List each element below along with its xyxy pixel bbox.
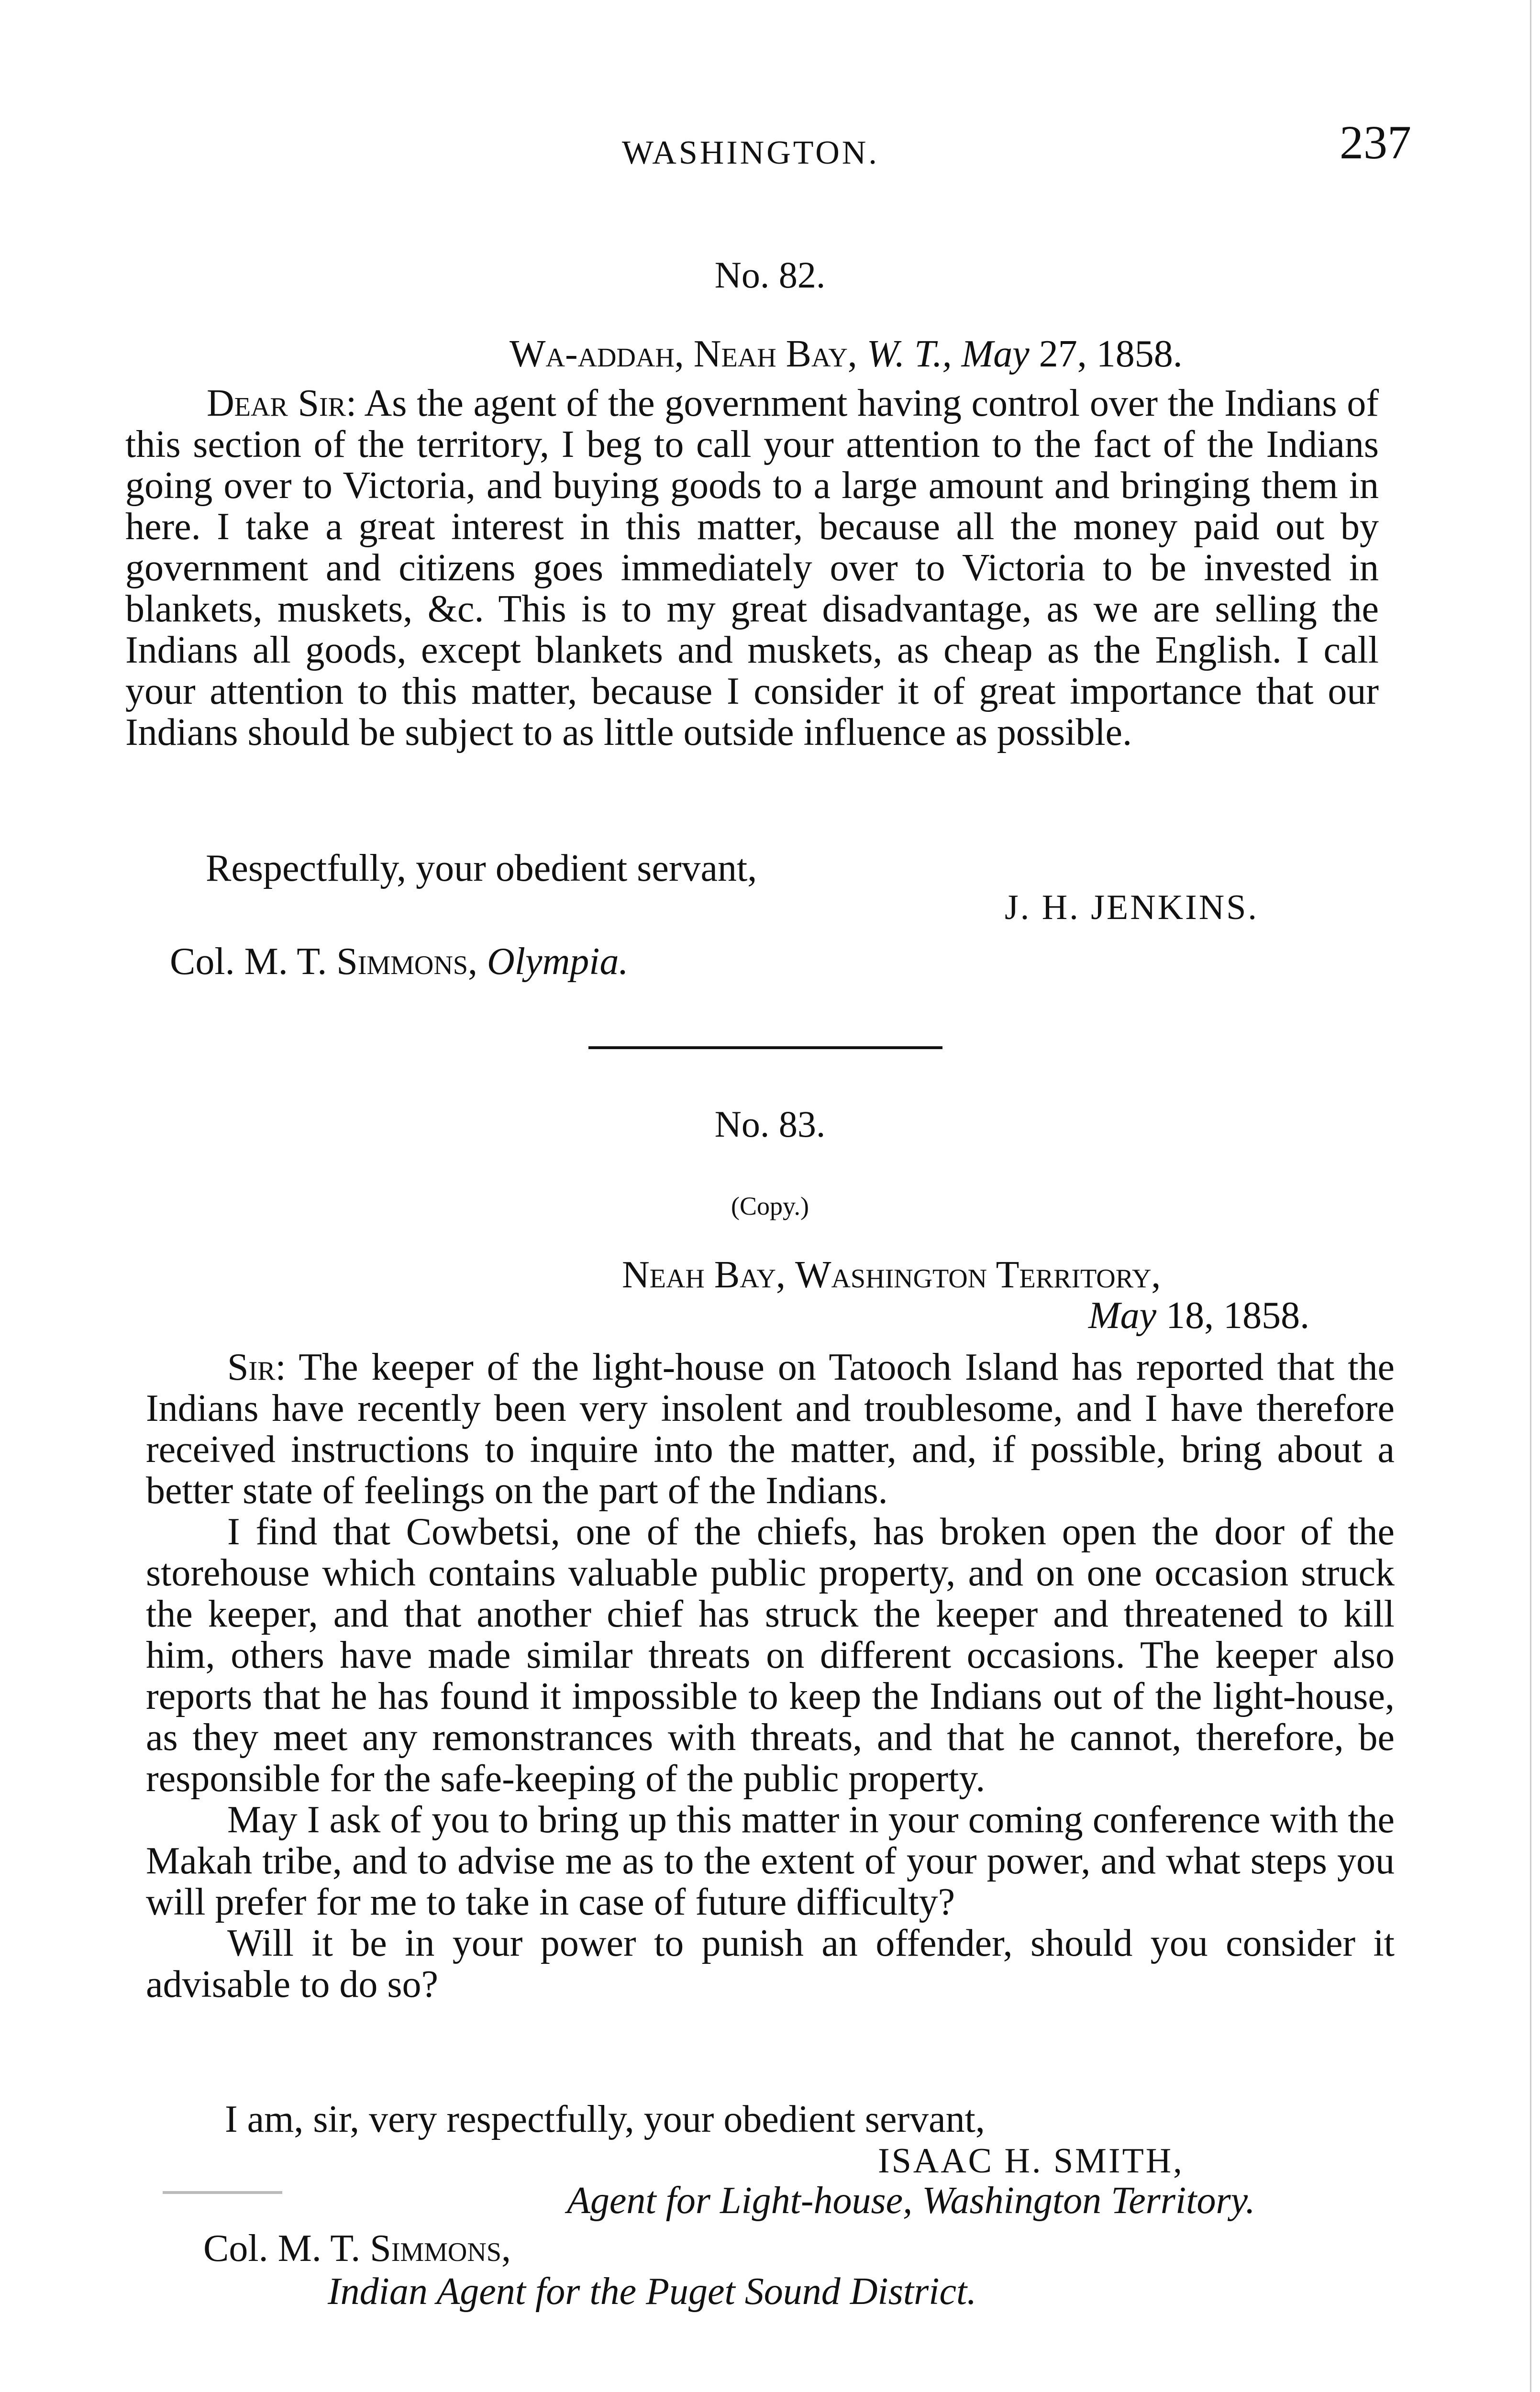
letter-82-closing: Respectfully, your obedient servant, bbox=[206, 847, 757, 889]
letter-82-body bbox=[125, 383, 1379, 753]
page-header bbox=[0, 115, 1540, 172]
letter-83-signature: ISAAC H. SMITH, bbox=[878, 2141, 1184, 2181]
scan-smudge bbox=[163, 2191, 282, 2194]
letter-83-paragraph-1 bbox=[146, 1347, 1395, 1511]
dateline-date: 18, 1858. bbox=[1166, 1295, 1310, 1337]
letter-83-paragraph-4: Will it be in your power to punish an offender, should you consider it advisable to do so? bbox=[146, 1922, 1395, 2005]
paragraph-text: The keeper of the light-house on Tatooch Island has reported that the Indians have recently been very insolent and troublesome, and I have therefore received instructions to inquire into the matter, and, if possible, bring about a better state of feelings on the part of the Indians. bbox=[146, 1346, 1395, 1512]
dateline-month: May bbox=[961, 333, 1030, 375]
letter-83-dateline-line1 bbox=[622, 1253, 1161, 1297]
letter-82-paragraph bbox=[125, 383, 1379, 753]
dateline-territory: W. T., bbox=[866, 333, 952, 375]
addressee-title: Col. M. T. bbox=[170, 941, 327, 983]
dateline-place: Wa-addah, Neah Bay, bbox=[510, 333, 857, 375]
running-head: WASHINGTON. bbox=[622, 134, 879, 171]
letter-82-text: As the agent of the government having control over the Indians of this section of the territory, I beg to call your attention to the fact of the Indians going over to Victoria, and buying goods to a large amount and bringing them in here. I take a great interest in this matter, because all the money paid out by government and citizens goes immediately over to Victoria to be invested in blankets, muskets, &c. This is to my great disadvantage, as we are selling the Indians all goods, except blankets and muskets, as cheap as the English. I call your attention to this matter, because I consider it of great importance that our Indians should be subject to as little outside influence as possible. bbox=[125, 382, 1379, 753]
letter-83-paragraph-2: I find that Cowbetsi, one of the chiefs, has broken open the door of the storehouse which contains valuable public property, and on one occasion struck the keeper, and that another chief has struck the keeper and threatened to kill him, others have made similar threats on different occasions. The keeper also reports that he has found it impossible to keep the Indians out of the light-house, as they meet any remonstrances with threats, and that he cannot, therefore, be responsible for the safe-keeping of the public property. bbox=[146, 1511, 1395, 1800]
dateline-territory: Washington Territory, bbox=[795, 1254, 1161, 1296]
letter-83-addressee bbox=[203, 2227, 511, 2270]
letter-82-number: No. 82. bbox=[714, 254, 826, 296]
letter-83-signature-title: Agent for Light-house, Washington Territory. bbox=[567, 2180, 1255, 2222]
letter-83-dateline-line2 bbox=[1088, 1294, 1309, 1338]
addressee-name: Simmons, bbox=[336, 941, 477, 983]
letter-82-addressee bbox=[170, 940, 628, 984]
addressee-title: Col. M. T. bbox=[203, 2227, 361, 2270]
letter-83-number: No. 83. bbox=[714, 1103, 826, 1145]
letter-83-addressee-role: Indian Agent for the Puget Sound District. bbox=[328, 2270, 977, 2313]
dateline-date: 27, 1858. bbox=[1039, 333, 1183, 375]
letter-82-signature: J. H. JENKINS. bbox=[1005, 888, 1259, 927]
copy-note: (Copy.) bbox=[731, 1192, 809, 1220]
addressee-place: Olympia. bbox=[487, 941, 629, 983]
letter-83-paragraph-3: May I ask of you to bring up this matter in your coming conference with the Makah tribe, and to advise me as to the extent of your power, and what steps you will prefer for me to take in case of future difficulty? bbox=[146, 1799, 1395, 1923]
dateline-month: May bbox=[1088, 1295, 1157, 1337]
letter-83-closing: I am, sir, very respectfully, your obedient servant, bbox=[225, 2098, 985, 2140]
letter-83-body bbox=[146, 1347, 1395, 2005]
page-number: 237 bbox=[1340, 116, 1411, 169]
letter-82-dateline bbox=[510, 332, 1183, 376]
salutation: Dear Sir: bbox=[207, 382, 357, 424]
salutation: Sir: bbox=[227, 1346, 286, 1388]
addressee-name: Simmons, bbox=[370, 2227, 511, 2270]
section-divider bbox=[588, 1046, 942, 1049]
dateline-place: Neah Bay, bbox=[622, 1254, 786, 1296]
